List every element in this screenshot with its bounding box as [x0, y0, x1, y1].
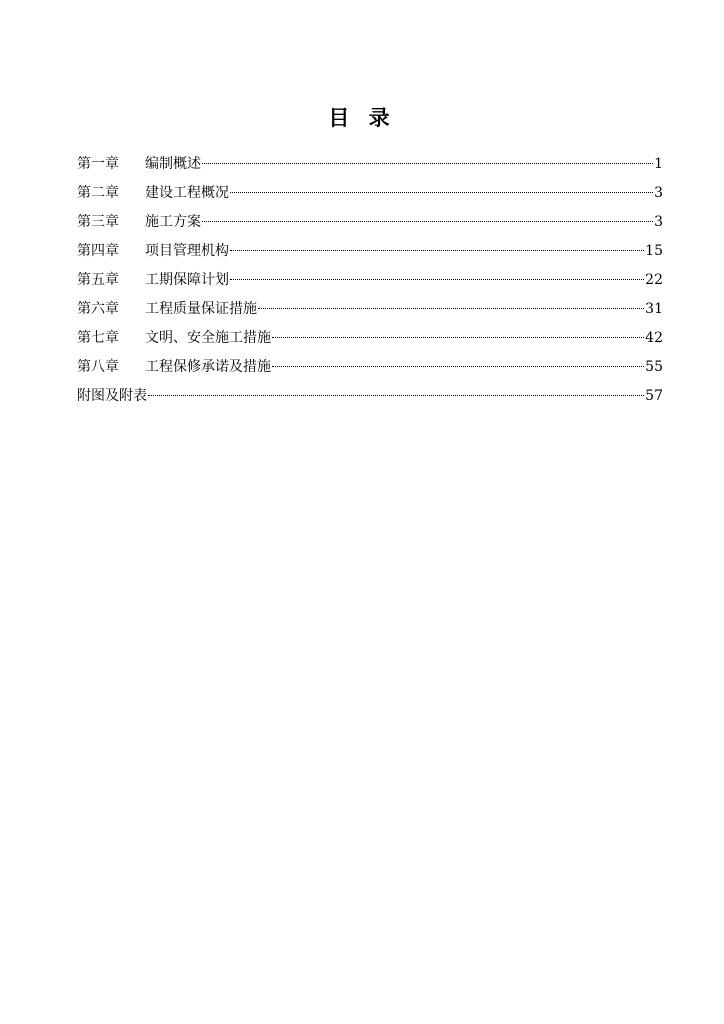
toc-entry-title: 施工方案 — [145, 214, 201, 230]
toc-dot-leader — [148, 395, 644, 396]
toc-entry-title: 工程质量保证措施 — [145, 301, 257, 317]
toc-entry[interactable] — [77, 179, 663, 208]
toc-entry[interactable] — [77, 266, 663, 295]
toc-entry-title: 编制概述 — [145, 156, 201, 172]
toc-page-number: 15 — [645, 243, 663, 259]
toc-entry-title: 建设工程概况 — [145, 185, 229, 201]
toc-entry[interactable] — [77, 208, 663, 237]
toc-dot-leader — [202, 163, 653, 164]
toc-chapter-number: 第三章 — [77, 214, 119, 230]
toc-chapter-number: 第八章 — [77, 359, 119, 375]
toc-page-number: 55 — [645, 359, 663, 375]
toc-page-number: 1 — [654, 156, 663, 172]
toc-dot-leader — [202, 221, 653, 222]
toc-dot-leader — [272, 337, 644, 338]
toc-dot-leader — [230, 250, 644, 251]
toc-page-number: 3 — [654, 185, 663, 201]
toc-entry[interactable] — [77, 324, 663, 353]
toc-chapter-number: 第七章 — [77, 330, 119, 346]
toc-page-number: 3 — [654, 214, 663, 230]
toc-title: 目 录 — [328, 106, 396, 130]
toc-entry-title: 工程保修承诺及措施 — [145, 359, 271, 375]
toc-dot-leader — [258, 308, 644, 309]
toc-entry[interactable] — [77, 353, 663, 382]
toc-page-number: 57 — [645, 388, 663, 404]
toc-entry[interactable] — [77, 150, 663, 179]
toc-chapter-number: 第五章 — [77, 272, 119, 288]
toc-page-number: 22 — [645, 272, 663, 288]
toc-dot-leader — [230, 192, 653, 193]
toc-chapter-number: 第四章 — [77, 243, 119, 259]
toc-list — [77, 150, 663, 411]
toc-entry-title: 附图及附表 — [77, 388, 147, 404]
toc-entry[interactable] — [77, 295, 663, 324]
toc-chapter-number: 第一章 — [77, 156, 119, 172]
toc-entry-title: 文明、安全施工措施 — [145, 330, 271, 346]
toc-entry[interactable] — [77, 382, 663, 411]
toc-page-number: 42 — [645, 330, 663, 346]
toc-entry-title: 项目管理机构 — [145, 243, 229, 259]
toc-chapter-number: 第六章 — [77, 301, 119, 317]
toc-entry[interactable] — [77, 237, 663, 266]
toc-chapter-number: 第二章 — [77, 185, 119, 201]
toc-page-number: 31 — [645, 301, 663, 317]
toc-dot-leader — [272, 366, 644, 367]
toc-dot-leader — [230, 279, 644, 280]
toc-entry-title: 工期保障计划 — [145, 272, 229, 288]
